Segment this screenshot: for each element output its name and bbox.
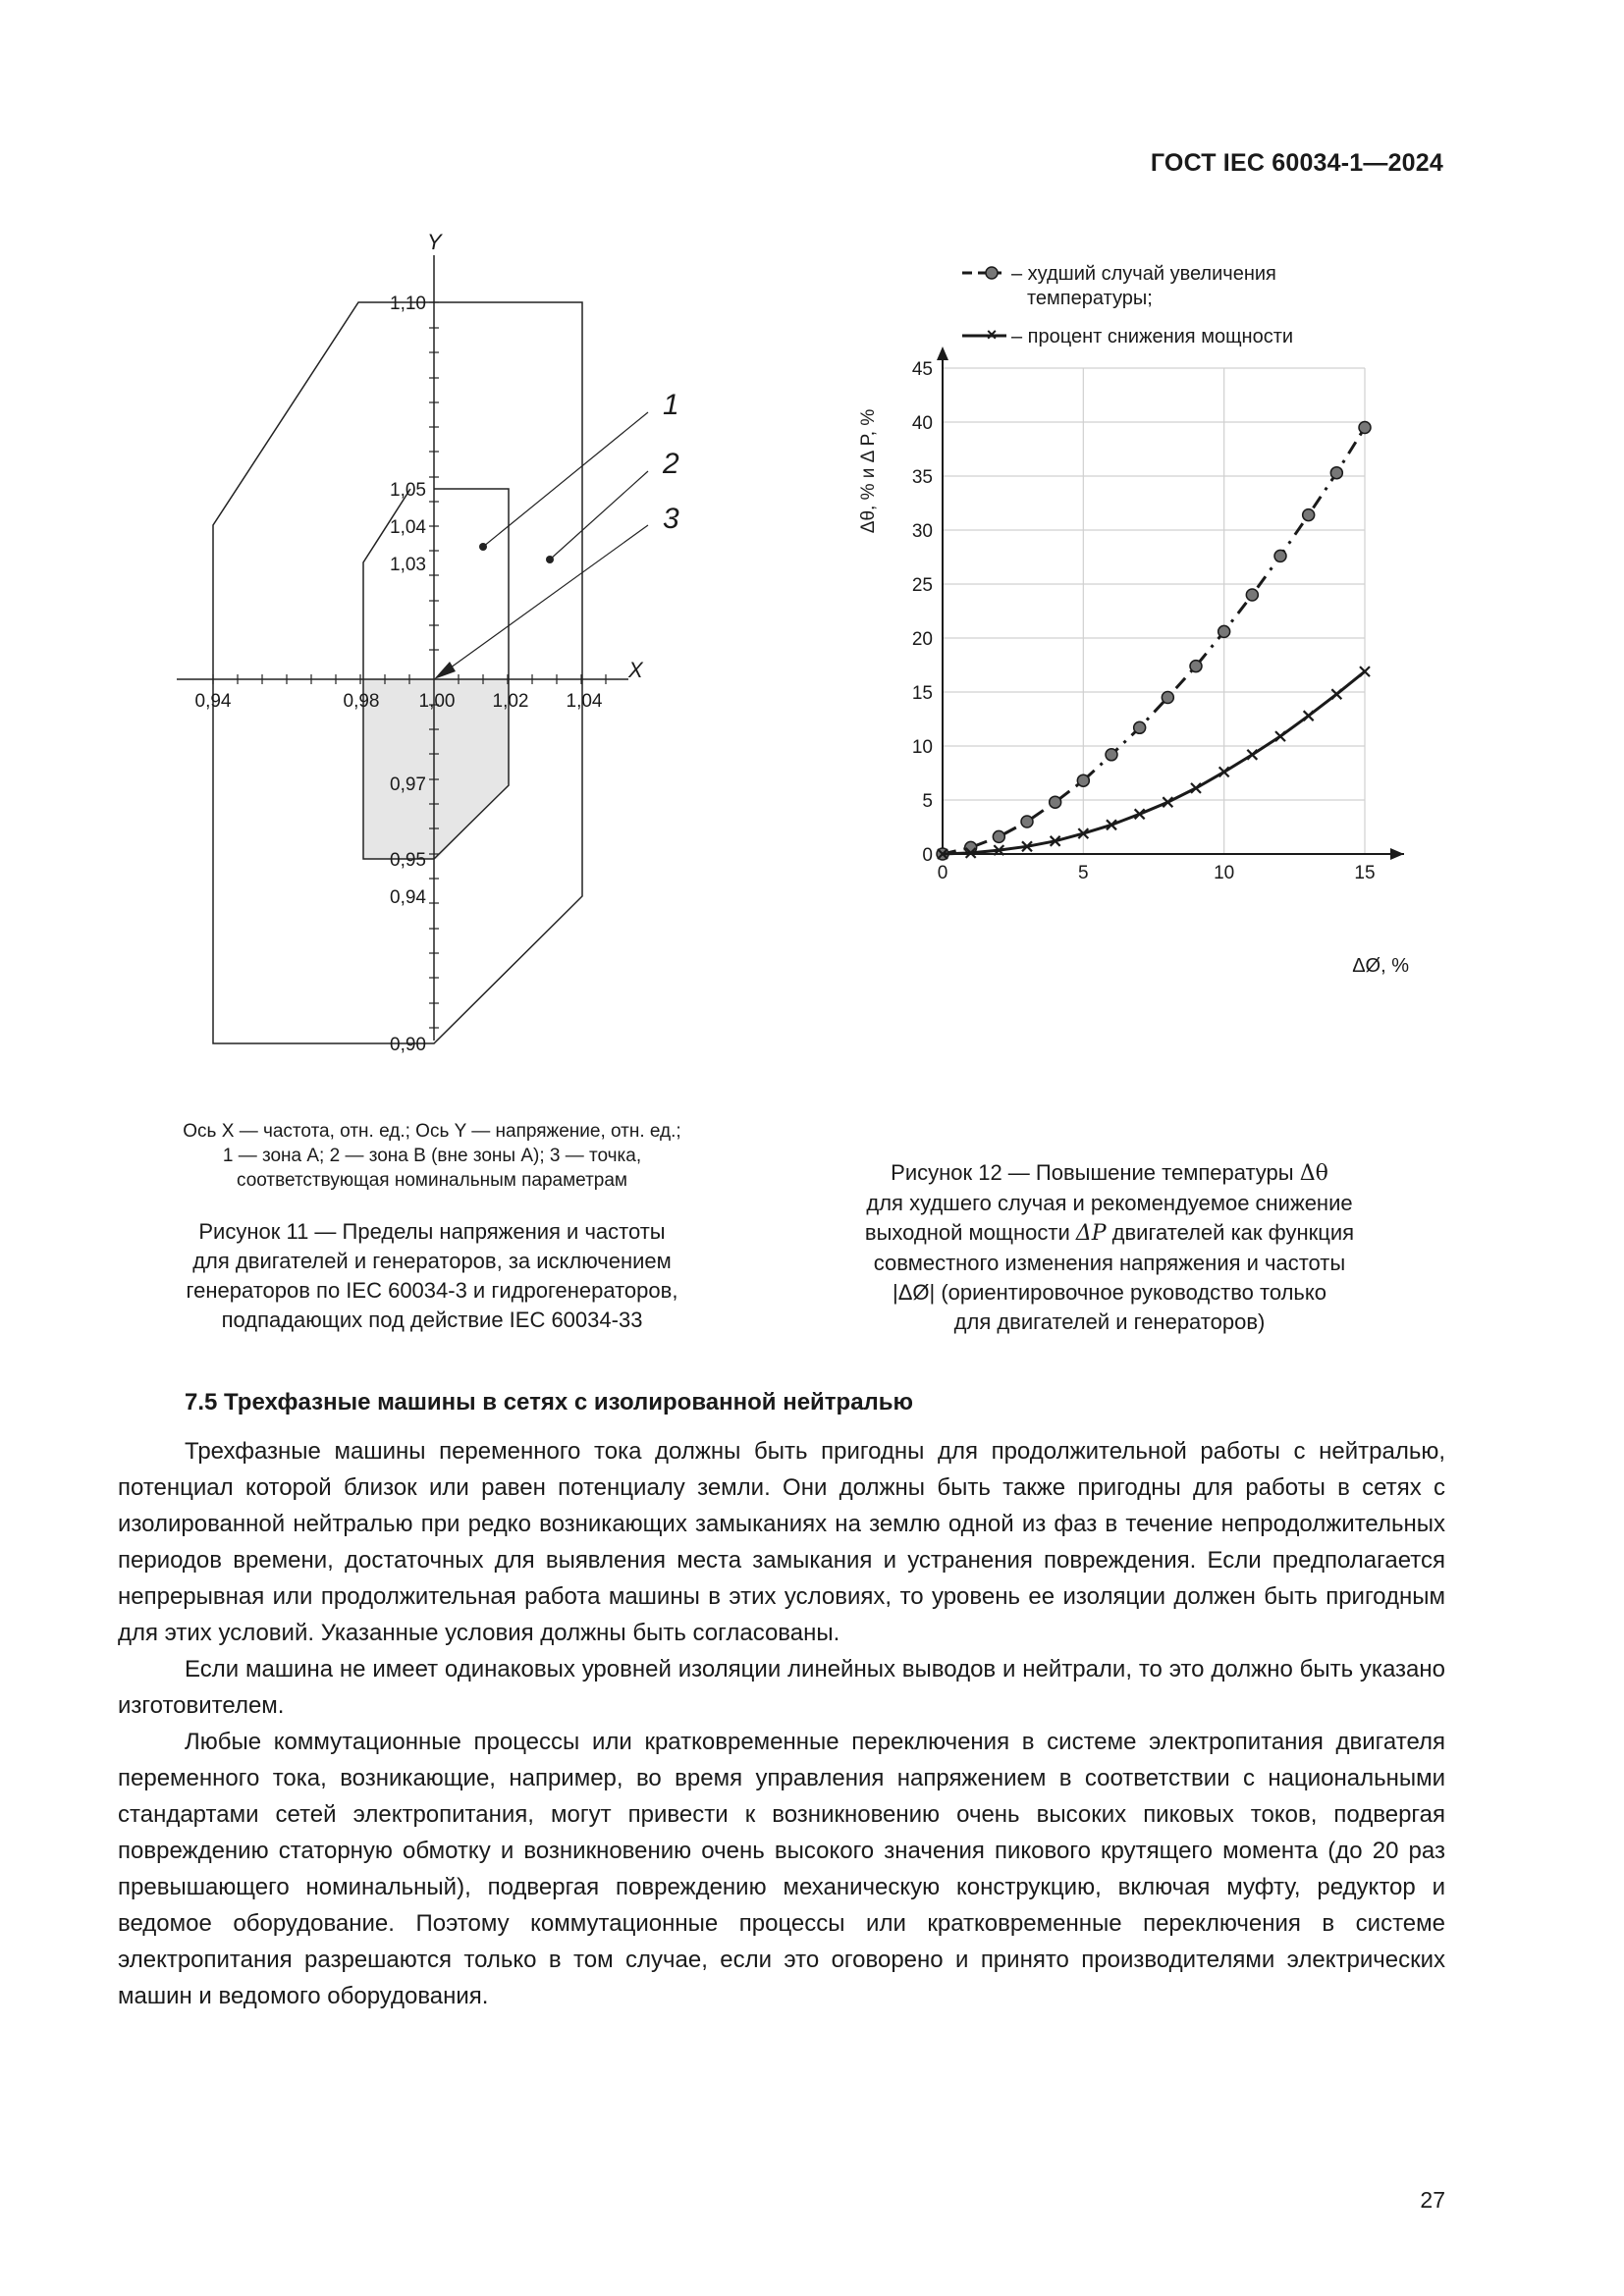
callout-2-label: 2: [663, 448, 679, 480]
y-tick-label: 1,10: [390, 294, 426, 314]
caption-line: совместного изменения напряжения и частоты: [873, 1251, 1346, 1275]
callout-3-arrowhead: [434, 662, 456, 679]
legend-text: температуры;: [1027, 288, 1153, 309]
data-point-power: [1275, 731, 1285, 741]
caption-line: для двигателей и генераторов, за исключением: [192, 1249, 672, 1273]
callout-3-leader: [440, 525, 648, 675]
caption-line: Рисунок 11 — Пределы напряжения и частоты: [198, 1219, 666, 1244]
y-tick-label: 40: [911, 413, 933, 434]
callout-2-dot: [546, 556, 554, 563]
legend-line: Ось X — частота, отн. ед.; Ось Y — напряжение, отн. ед.;: [183, 1121, 681, 1142]
y-axis-arrow: [937, 347, 948, 360]
chart-series: [937, 422, 1371, 861]
y-tick-label: 5: [922, 791, 933, 812]
figure-11-caption: [118, 1217, 746, 1335]
document-header: ГОСТ IEC 60034-1—2024: [1150, 149, 1443, 177]
callout-1-label: 1: [663, 389, 679, 421]
chart-tick-labels: [912, 359, 1376, 883]
x-tick-label: 0,98: [343, 691, 380, 712]
y-tick-label: 1,04: [390, 517, 426, 538]
x-axis-title: X: [628, 658, 643, 682]
y-tick-label: 0,95: [390, 850, 426, 871]
x-axis-arrow: [1390, 848, 1404, 860]
data-point-temperature: [1274, 550, 1286, 561]
legend-marker-circle: [986, 267, 998, 279]
y-tick-label: 35: [911, 467, 933, 488]
series-line-worst-case-temperature: [943, 428, 1365, 855]
y-axis-title: Y: [427, 230, 442, 254]
data-point-temperature: [1218, 625, 1230, 637]
y-tick-label: 0,90: [390, 1035, 426, 1055]
legend-text: – процент снижения мощности: [1011, 326, 1294, 347]
section-title: 7.5 Трехфазные машины в сетях с изолированной нейтралью: [185, 1389, 914, 1415]
x-tick-label: 15: [1354, 863, 1376, 883]
legend-text: – худший случай увеличения: [1011, 263, 1276, 285]
x-tick-label: 0: [937, 863, 948, 883]
y-tick-label: 1,05: [390, 480, 426, 501]
data-point-temperature: [1106, 749, 1117, 761]
data-point-temperature: [1162, 692, 1173, 704]
paragraph: Трехфазные машины переменного тока должны быть пригодны для продолжительной работы с нейтралью, потенциал которой близок или равен потенциалу земли. Они должны быть также пригодны для работы в сетях с изолированной нейтралью при редко возникающих замыканиях на землю одной из фаз в течение непродолжительных периодов времени, достаточных для выявления места замыкания и устранения повреждения. Если предполагается непрерывная или продолжительная работа машины в этих условиях, то уровень ее изоляции должен быть пригодным для этих условий. Указанные условия должны быть согласованы.: [118, 1438, 1445, 1646]
y-tick-label: 10: [911, 737, 933, 758]
data-point-temperature: [1246, 589, 1258, 601]
y-tick-label: 0,97: [390, 774, 426, 795]
data-point-temperature: [1050, 796, 1061, 808]
data-point-temperature: [1134, 721, 1146, 733]
caption-symbol: Δθ: [1299, 1161, 1328, 1186]
data-point-temperature: [1359, 422, 1371, 434]
callout-2-leader: [550, 471, 648, 560]
figure-12-caption: [815, 1158, 1404, 1337]
data-point-temperature: [1303, 509, 1315, 521]
x-axis-label: ΔØ, %: [1352, 955, 1409, 977]
legend-line: соответствующая номинальным параметрам: [237, 1170, 627, 1191]
x-tick-label: 10: [1214, 863, 1235, 883]
callout-1-leader: [483, 412, 648, 547]
data-point-power: [1304, 711, 1314, 721]
y-tick-label: 30: [911, 521, 933, 542]
data-point-power: [1247, 750, 1257, 760]
chart-axes: [937, 347, 1404, 860]
callout-1-dot: [479, 543, 487, 551]
caption-line: [815, 1158, 1404, 1189]
caption-text: выходной мощности: [864, 1220, 1076, 1245]
figure-12-chart: [854, 245, 1443, 991]
series-line-power-reduction: [943, 671, 1365, 854]
data-point-temperature: [1021, 816, 1033, 828]
y-tick-label: 0,94: [390, 887, 426, 908]
caption-line: генераторов по IEC 60034-3 и гидрогенераторов,: [186, 1278, 678, 1303]
legend-line: 1 — зона А; 2 — зона В (вне зоны А); 3 — точка,: [222, 1146, 642, 1166]
data-point-power: [1191, 783, 1201, 793]
data-point-temperature: [993, 830, 1004, 842]
x-tick-label: 5: [1078, 863, 1089, 883]
callout-3-label: 3: [663, 503, 679, 535]
caption-line: для худшего случая и рекомендуемое снижение: [866, 1191, 1353, 1215]
y-tick-label: 0: [922, 845, 933, 866]
section-body: [118, 1433, 1445, 2014]
data-point-power: [1331, 689, 1341, 699]
y-tick-label: 45: [911, 359, 933, 380]
caption-line: для двигателей и генераторов): [953, 1309, 1266, 1334]
chart-legend: [962, 263, 1293, 347]
figure-11-diagram: [147, 226, 697, 1109]
paragraph: Если машина не имеет одинаковых уровней изоляции линейных выводов и нейтрали, то это должно быть указано изготовителем.: [118, 1656, 1445, 1719]
x-tick-label: 0,94: [194, 691, 232, 712]
zone-b-boundary: [213, 302, 582, 1043]
paragraph: Любые коммутационные процессы или кратковременные переключения в системе электропитания двигателя переменного тока, возникающие, например, во время управления напряжением в соответствии с национальными стандартами сетей электропитания, могут привести к возникновению очень высоких пиковых токов, подвергая повреждению статорную обмотку и возникновению очень высокого значения пикового крутящего момента (до 20 раз превышающего номинальный), подвергая повреждению механическую конструкцию, включая муфту, редуктор и ведомое оборудование. Поэтому коммутационные процессы или кратковременные переключения в системе электропитания разрешаются только в том случае, если это оговорено и принято производителями электрических машин и ведомого оборудования.: [118, 1729, 1445, 2009]
data-point-temperature: [1330, 467, 1342, 479]
caption-line: подпадающих под действие IEC 60034-33: [221, 1308, 643, 1332]
figure-11-legend: [118, 1119, 746, 1193]
y-tick-label: 15: [911, 683, 933, 704]
data-point-temperature: [1190, 661, 1202, 672]
caption-text: Рисунок 12 — Повышение температуры: [891, 1160, 1300, 1185]
caption-line: |ΔØ| (ориентировочное руководство только: [892, 1280, 1327, 1305]
caption-text: двигателей как функция: [1106, 1220, 1355, 1245]
caption-symbol: ΔP: [1075, 1221, 1107, 1246]
legend-marker-x: ×: [986, 324, 998, 345]
page-number: 27: [1420, 2187, 1445, 2213]
data-point-temperature: [1077, 774, 1089, 786]
x-tick-label: 1,00: [418, 691, 456, 712]
chart-grid: [943, 368, 1365, 854]
caption-line: [815, 1218, 1404, 1249]
y-tick-label: 1,03: [390, 555, 426, 575]
x-tick-label: 1,02: [492, 691, 529, 712]
y-tick-label: 20: [911, 629, 933, 650]
x-tick-label: 1,04: [566, 691, 603, 712]
y-axis-label: Δθ, % и Δ P, %: [858, 408, 879, 534]
y-tick-label: 25: [911, 575, 933, 596]
